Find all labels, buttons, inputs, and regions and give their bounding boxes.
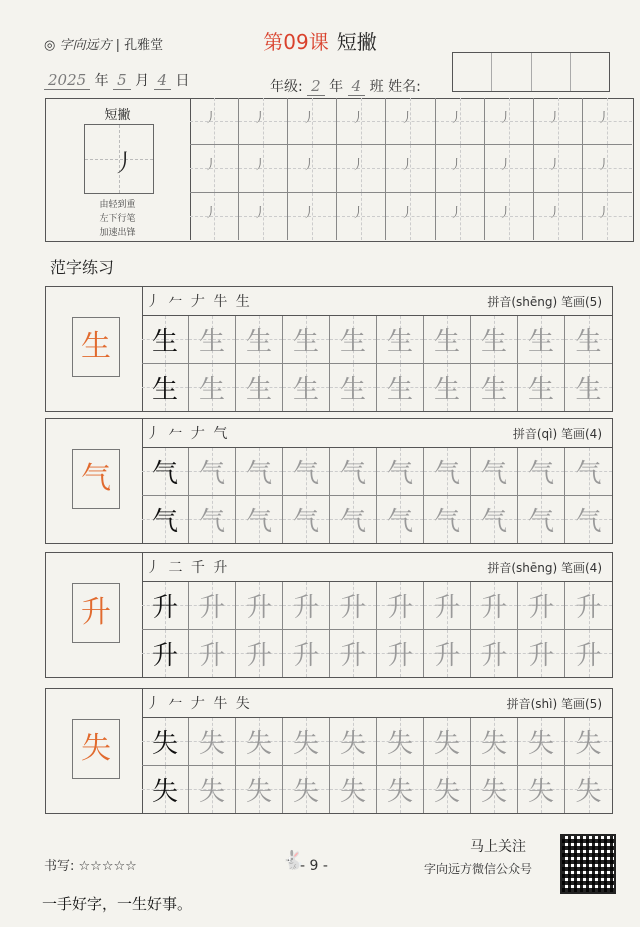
stroke-practice-cell[interactable] xyxy=(436,145,485,192)
practice-cell[interactable] xyxy=(236,718,283,766)
stroke-practice-cell[interactable] xyxy=(337,193,386,240)
practice-cell[interactable] xyxy=(330,448,377,496)
model-char: 气 xyxy=(72,449,120,509)
practice-cell[interactable] xyxy=(565,718,612,766)
stroke-practice-cell[interactable] xyxy=(386,98,435,145)
practice-cell[interactable] xyxy=(330,316,377,364)
stroke-guide-glyph: 丿 xyxy=(547,158,561,174)
practice-glyph: 失 xyxy=(292,776,319,807)
stroke-order: 丿 𠂉 𠂇 牛 失 xyxy=(146,696,252,712)
stroke-guide-glyph: 丿 xyxy=(400,111,414,126)
practice-glyph: 升 xyxy=(151,592,178,623)
practice-cell[interactable] xyxy=(565,364,612,412)
practice-glyph: 气 xyxy=(198,458,225,489)
stroke-practice-cell[interactable] xyxy=(436,193,485,240)
stroke-guide-glyph: 丿 xyxy=(596,205,610,221)
practice-glyph: 失 xyxy=(575,776,602,807)
practice-glyph: 升 xyxy=(245,592,272,623)
practice-glyph: 升 xyxy=(575,592,602,623)
practice-glyph: 升 xyxy=(386,592,413,623)
name-box[interactable] xyxy=(571,53,609,91)
practice-glyph: 生 xyxy=(198,374,225,405)
practice-cell[interactable] xyxy=(424,582,471,630)
practice-cell[interactable] xyxy=(518,630,565,678)
practice-cell[interactable] xyxy=(236,364,283,412)
practice-cell[interactable] xyxy=(236,316,283,364)
stroke-practice-cell[interactable] xyxy=(337,145,386,192)
practice-glyph: 生 xyxy=(433,326,460,357)
practice-cell[interactable] xyxy=(236,630,283,678)
practice-cell[interactable] xyxy=(330,582,377,630)
practice-glyph: 升 xyxy=(527,640,554,671)
stroke-practice-cell[interactable] xyxy=(485,98,534,145)
practice-cell[interactable] xyxy=(189,718,236,766)
practice-glyph: 生 xyxy=(151,326,178,357)
practice-grid[interactable] xyxy=(142,581,612,677)
stroke-practice-cell[interactable] xyxy=(436,98,485,145)
stroke-practice-cell[interactable] xyxy=(485,193,534,240)
practice-cell[interactable] xyxy=(377,630,424,678)
name-box[interactable] xyxy=(453,53,492,91)
practice-glyph: 失 xyxy=(151,728,178,759)
practice-glyph: 升 xyxy=(480,592,507,623)
stroke-practice-cell[interactable] xyxy=(534,145,583,192)
strokes-label: 笔画(5) xyxy=(561,295,602,309)
pinyin-info xyxy=(507,695,602,712)
stroke-note-1: 由轻到重 xyxy=(99,200,136,210)
stroke-order: 丿 𠂉 𠂇 气 xyxy=(146,426,230,442)
practice-glyph: 气 xyxy=(575,506,602,537)
page-number: - 9 - xyxy=(300,858,328,874)
practice-glyph: 失 xyxy=(339,776,366,807)
practice-cell[interactable] xyxy=(424,718,471,766)
practice-cell[interactable] xyxy=(283,496,330,544)
stroke-practice-cell[interactable] xyxy=(386,193,435,240)
stroke-practice-cell[interactable] xyxy=(190,98,239,145)
stroke-practice-cell[interactable] xyxy=(386,145,435,192)
model-char: 生 xyxy=(72,317,120,377)
stroke-guide-glyph: 丿 xyxy=(204,158,218,174)
practice-cell[interactable] xyxy=(330,718,377,766)
practice-cell[interactable] xyxy=(283,630,330,678)
practice-cell[interactable] xyxy=(471,496,518,544)
class-value: 4 xyxy=(348,77,366,96)
stroke-practice-cell[interactable] xyxy=(485,145,534,192)
day-label: 日 xyxy=(175,73,190,89)
stroke-guide-glyph: 丿 xyxy=(302,205,316,221)
stroke-title: 短撇 xyxy=(104,108,131,123)
practice-glyph: 生 xyxy=(292,374,319,405)
practice-cell[interactable] xyxy=(283,448,330,496)
rabbit-icon: 🐇 xyxy=(282,850,305,871)
qr-code-icon[interactable] xyxy=(560,834,616,894)
practice-cell[interactable] xyxy=(142,766,189,814)
practice-cell[interactable] xyxy=(189,582,236,630)
practice-glyph: 失 xyxy=(151,776,178,807)
name-label: 姓名: xyxy=(388,79,421,95)
practice-glyph: 生 xyxy=(339,326,366,357)
stroke-practice-cell[interactable] xyxy=(534,193,583,240)
practice-cell[interactable] xyxy=(424,316,471,364)
practice-cell[interactable] xyxy=(518,496,565,544)
date-month: 5 xyxy=(113,71,131,90)
practice-cell[interactable] xyxy=(518,316,565,364)
stroke-guide-glyph: 丿 xyxy=(253,158,267,174)
lesson-title xyxy=(0,26,640,55)
practice-cell[interactable] xyxy=(236,582,283,630)
practice-grid[interactable] xyxy=(142,717,612,813)
stroke-practice-cell[interactable] xyxy=(239,193,288,240)
motto: 一手好字，一生好事。 xyxy=(42,895,193,913)
pinyin-info xyxy=(487,559,602,576)
practice-cell[interactable] xyxy=(236,766,283,814)
practice-cell[interactable] xyxy=(283,316,330,364)
practice-glyph: 升 xyxy=(292,592,319,623)
practice-cell[interactable] xyxy=(142,718,189,766)
stroke-practice-cell[interactable] xyxy=(190,145,239,192)
practice-glyph: 失 xyxy=(433,776,460,807)
practice-block xyxy=(45,552,613,678)
model-char: 升 xyxy=(72,583,120,643)
model-char-cell xyxy=(46,419,143,543)
practice-glyph: 失 xyxy=(198,776,225,807)
practice-glyph: 气 xyxy=(527,506,554,537)
stroke-practice-cell[interactable] xyxy=(239,98,288,145)
practice-cell[interactable] xyxy=(424,364,471,412)
stroke-practice-cell[interactable] xyxy=(288,145,337,192)
practice-glyph: 升 xyxy=(198,592,225,623)
practice-glyph: 失 xyxy=(527,728,554,759)
stroke-practice-cell[interactable] xyxy=(583,193,632,240)
practice-glyph: 失 xyxy=(433,728,460,759)
stroke-guide-glyph: 丿 xyxy=(498,111,512,126)
strokes-label: 笔画(5) xyxy=(561,697,602,711)
practice-cell[interactable] xyxy=(330,766,377,814)
practice-cell[interactable] xyxy=(377,718,424,766)
practice-glyph: 生 xyxy=(339,374,366,405)
pinyin-info xyxy=(513,425,602,442)
stroke-demo-glyph: 丿 xyxy=(112,149,136,177)
practice-cell[interactable] xyxy=(283,766,330,814)
practice-cell[interactable] xyxy=(142,316,189,364)
practice-cell[interactable] xyxy=(330,630,377,678)
stroke-practice-cell[interactable] xyxy=(190,193,239,240)
practice-glyph: 失 xyxy=(527,776,554,807)
stroke-guide-glyph: 丿 xyxy=(253,205,267,221)
practice-cell[interactable] xyxy=(330,364,377,412)
practice-glyph: 升 xyxy=(198,640,225,671)
practice-cell[interactable] xyxy=(142,496,189,544)
rating-stars[interactable]: ☆☆☆☆☆ xyxy=(78,859,137,874)
stroke-practice-cell[interactable] xyxy=(288,98,337,145)
practice-glyph: 生 xyxy=(245,374,272,405)
stroke-order: 丿 二 千 升 xyxy=(146,560,230,576)
practice-glyph: 气 xyxy=(151,458,178,489)
practice-cell[interactable] xyxy=(565,316,612,364)
lesson-name: 短撇 xyxy=(336,30,377,54)
stroke-guide-glyph: 丿 xyxy=(204,111,218,126)
strokes-label: 笔画(4) xyxy=(561,427,602,441)
practice-glyph: 失 xyxy=(245,728,272,759)
practice-glyph: 气 xyxy=(433,506,460,537)
stroke-note-2: 左下行笔 xyxy=(99,214,136,224)
model-char-cell xyxy=(46,553,143,677)
practice-cell[interactable] xyxy=(518,766,565,814)
year-label: 年 xyxy=(94,73,109,89)
practice-cell[interactable] xyxy=(471,364,518,412)
name-box[interactable] xyxy=(492,53,531,91)
practice-cell[interactable] xyxy=(471,630,518,678)
practice-glyph: 气 xyxy=(339,506,366,537)
practice-cell[interactable] xyxy=(189,630,236,678)
pinyin-label: 拼音(shēng) xyxy=(487,295,558,309)
lesson-number: 第09课 xyxy=(263,30,329,54)
practice-cell[interactable] xyxy=(377,496,424,544)
practice-glyph: 生 xyxy=(151,374,178,405)
practice-glyph: 失 xyxy=(575,728,602,759)
rating xyxy=(44,855,137,874)
practice-glyph: 生 xyxy=(575,374,602,405)
practice-cell[interactable] xyxy=(518,582,565,630)
practice-cell[interactable] xyxy=(142,448,189,496)
stroke-guide-glyph: 丿 xyxy=(400,158,414,174)
date-day: 4 xyxy=(154,71,172,90)
practice-cell[interactable] xyxy=(565,582,612,630)
practice-glyph: 气 xyxy=(480,458,507,489)
stroke-guide-glyph: 丿 xyxy=(449,205,463,221)
brand-sep-icon: | xyxy=(115,38,121,53)
practice-glyph: 失 xyxy=(198,728,225,759)
practice-grid[interactable] xyxy=(142,315,612,411)
practice-cell[interactable] xyxy=(471,582,518,630)
model-char-cell xyxy=(46,287,143,411)
stroke-guide-glyph: 丿 xyxy=(351,111,365,126)
practice-glyph: 气 xyxy=(480,506,507,537)
practice-glyph: 气 xyxy=(386,458,413,489)
date-year: 2025 xyxy=(44,71,90,90)
practice-cell[interactable] xyxy=(518,364,565,412)
practice-cell[interactable] xyxy=(424,448,471,496)
practice-cell[interactable] xyxy=(377,448,424,496)
practice-glyph: 失 xyxy=(386,776,413,807)
practice-cell[interactable] xyxy=(236,496,283,544)
practice-glyph: 气 xyxy=(386,506,413,537)
model-char: 失 xyxy=(72,719,120,779)
stroke-guide-glyph: 丿 xyxy=(596,158,610,174)
pinyin-label: 拼音(qì) xyxy=(512,427,558,441)
name-box[interactable] xyxy=(532,53,571,91)
practice-cell[interactable] xyxy=(142,364,189,412)
stroke-practice-cell[interactable] xyxy=(583,98,632,145)
practice-glyph: 气 xyxy=(433,458,460,489)
practice-glyph: 生 xyxy=(386,374,413,405)
practice-glyph: 升 xyxy=(339,640,366,671)
practice-glyph: 生 xyxy=(433,374,460,405)
practice-cell[interactable] xyxy=(189,316,236,364)
practice-cell[interactable] xyxy=(283,718,330,766)
stroke-guide-glyph: 丿 xyxy=(449,158,463,174)
practice-block xyxy=(45,688,613,814)
stroke-guide-glyph: 丿 xyxy=(400,205,414,221)
practice-glyph: 升 xyxy=(527,592,554,623)
practice-glyph: 失 xyxy=(386,728,413,759)
practice-cell[interactable] xyxy=(189,448,236,496)
practice-cell[interactable] xyxy=(565,496,612,544)
practice-glyph: 气 xyxy=(292,458,319,489)
practice-cell[interactable] xyxy=(565,630,612,678)
brand-name-2: 孔雅堂 xyxy=(124,38,164,53)
practice-cell[interactable] xyxy=(518,718,565,766)
practice-glyph: 气 xyxy=(198,506,225,537)
practice-glyph: 升 xyxy=(151,640,178,671)
practice-glyph: 失 xyxy=(339,728,366,759)
stroke-practice-grid[interactable] xyxy=(190,98,632,240)
practice-glyph: 生 xyxy=(245,326,272,357)
follow-title: 马上关注 xyxy=(470,839,526,855)
practice-cell[interactable] xyxy=(142,582,189,630)
stroke-order: 丿 𠂉 𠂇 牛 生 xyxy=(146,294,252,310)
stroke-guide-glyph: 丿 xyxy=(449,111,463,126)
stroke-practice-cell[interactable] xyxy=(337,98,386,145)
practice-cell[interactable] xyxy=(330,496,377,544)
practice-glyph: 生 xyxy=(480,326,507,357)
practice-cell[interactable] xyxy=(377,766,424,814)
practice-glyph: 气 xyxy=(292,506,319,537)
practice-glyph: 气 xyxy=(151,506,178,537)
practice-glyph: 气 xyxy=(245,506,272,537)
practice-glyph: 气 xyxy=(527,458,554,489)
practice-glyph: 升 xyxy=(292,640,319,671)
grade-label: 年级: xyxy=(270,79,303,95)
practice-glyph: 升 xyxy=(433,592,460,623)
practice-glyph: 气 xyxy=(575,458,602,489)
practice-glyph: 升 xyxy=(433,640,460,671)
stroke-note-3: 加速出锋 xyxy=(99,228,136,238)
stroke-guide-glyph: 丿 xyxy=(547,111,561,126)
practice-glyph: 失 xyxy=(480,728,507,759)
practice-glyph: 气 xyxy=(245,458,272,489)
stroke-practice-cell[interactable] xyxy=(534,98,583,145)
stroke-practice-cell[interactable] xyxy=(288,193,337,240)
stroke-guide-glyph: 丿 xyxy=(596,111,610,126)
stroke-guide-glyph: 丿 xyxy=(204,205,218,221)
stroke-practice-cell[interactable] xyxy=(583,145,632,192)
practice-cell[interactable] xyxy=(377,582,424,630)
practice-glyph: 升 xyxy=(339,592,366,623)
stroke-guide-glyph: 丿 xyxy=(498,158,512,174)
strokes-label: 笔画(4) xyxy=(561,561,602,575)
stroke-guide-glyph: 丿 xyxy=(253,111,267,126)
stroke-guide-glyph: 丿 xyxy=(498,205,512,221)
practice-glyph: 生 xyxy=(527,374,554,405)
grade-line xyxy=(270,76,421,96)
practice-cell[interactable] xyxy=(424,766,471,814)
practice-cell[interactable] xyxy=(471,316,518,364)
date-line xyxy=(44,70,190,90)
practice-cell[interactable] xyxy=(377,316,424,364)
practice-glyph: 生 xyxy=(386,326,413,357)
stroke-guide-glyph: 丿 xyxy=(547,205,561,221)
practice-cell[interactable] xyxy=(283,582,330,630)
month-label: 月 xyxy=(135,73,150,89)
practice-glyph: 升 xyxy=(386,640,413,671)
name-boxes[interactable] xyxy=(452,52,610,92)
stroke-guide-glyph: 丿 xyxy=(302,111,316,126)
pinyin-label: 拼音(shì) xyxy=(506,697,558,711)
practice-glyph: 生 xyxy=(480,374,507,405)
practice-cell[interactable] xyxy=(189,496,236,544)
section-title: 范字练习 xyxy=(50,258,115,277)
practice-cell[interactable] xyxy=(142,630,189,678)
model-char-cell xyxy=(46,689,143,813)
practice-block xyxy=(45,418,613,544)
stroke-guide-glyph: 丿 xyxy=(351,205,365,221)
practice-cell[interactable] xyxy=(471,766,518,814)
practice-glyph: 失 xyxy=(245,776,272,807)
practice-glyph: 生 xyxy=(198,326,225,357)
practice-glyph: 生 xyxy=(292,326,319,357)
practice-glyph: 升 xyxy=(575,640,602,671)
class-label: 班 xyxy=(369,79,384,95)
practice-grid[interactable] xyxy=(142,447,612,543)
practice-cell[interactable] xyxy=(377,364,424,412)
practice-glyph: 生 xyxy=(527,326,554,357)
practice-cell[interactable] xyxy=(424,630,471,678)
practice-glyph: 气 xyxy=(339,458,366,489)
practice-cell[interactable] xyxy=(283,364,330,412)
practice-glyph: 失 xyxy=(292,728,319,759)
pinyin-label: 拼音(shēng) xyxy=(487,561,558,575)
practice-glyph: 升 xyxy=(245,640,272,671)
stroke-guide-glyph: 丿 xyxy=(302,158,316,174)
practice-cell[interactable] xyxy=(471,448,518,496)
practice-cell[interactable] xyxy=(189,364,236,412)
practice-cell[interactable] xyxy=(471,718,518,766)
follow-subtitle: 字向远方微信公众号 xyxy=(424,862,533,876)
practice-glyph: 生 xyxy=(575,326,602,357)
pinyin-info xyxy=(487,293,602,310)
practice-cell[interactable] xyxy=(189,766,236,814)
write-label: 书写: xyxy=(44,859,75,874)
stroke-practice-cell[interactable] xyxy=(239,145,288,192)
practice-cell[interactable] xyxy=(236,448,283,496)
brand-name: 字向远方 xyxy=(59,38,112,53)
practice-cell[interactable] xyxy=(424,496,471,544)
stroke-guide-glyph: 丿 xyxy=(351,158,365,174)
practice-cell[interactable] xyxy=(565,766,612,814)
grade-value: 2 xyxy=(307,77,325,96)
practice-glyph: 升 xyxy=(480,640,507,671)
brand-logo-icon: ◎ xyxy=(44,38,56,53)
practice-block xyxy=(45,286,613,412)
practice-glyph: 失 xyxy=(480,776,507,807)
grade-year-label: 年 xyxy=(329,79,344,95)
practice-cell[interactable] xyxy=(518,448,565,496)
practice-cell[interactable] xyxy=(565,448,612,496)
